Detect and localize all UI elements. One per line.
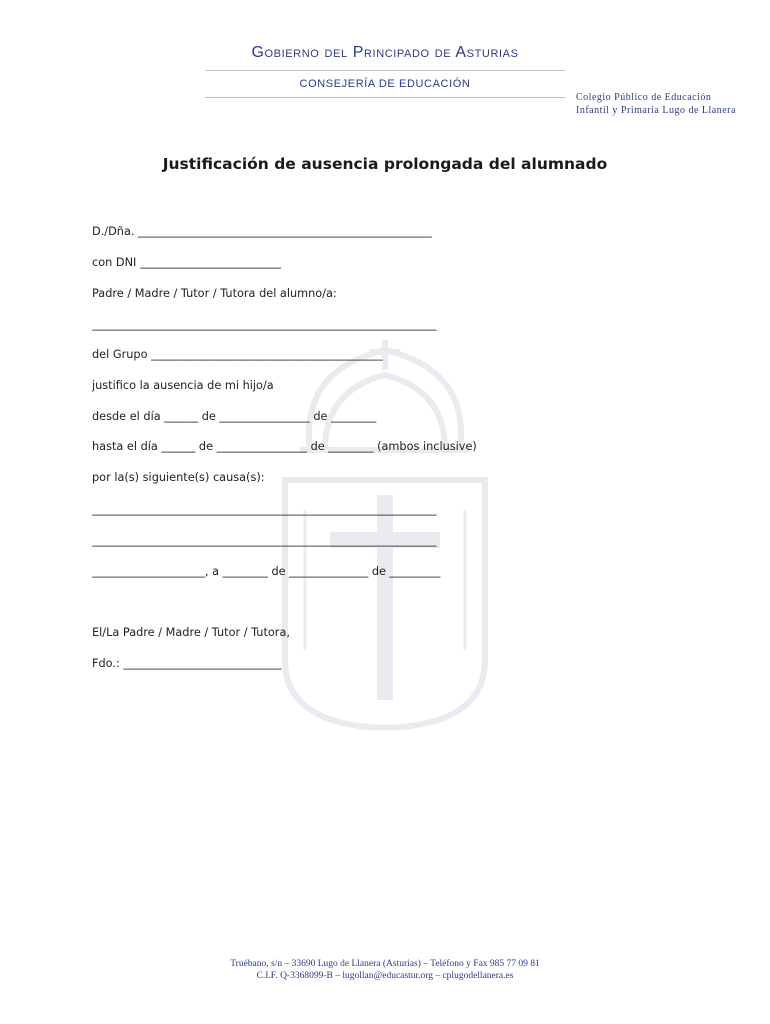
- school-name-line1: Colegio Público de Educación: [576, 92, 712, 103]
- signature-line: Fdo.: ____________________________: [92, 657, 282, 670]
- header-divider-top: [205, 70, 565, 71]
- document-title: Justificación de ausencia prolongada del alumnado: [162, 155, 608, 173]
- footer-contact: C.I.F. Q-3368099-B – lugollan@educastur.org – cplugodellanera.es: [256, 971, 514, 981]
- signatory-label: El/La Padre / Madre / Tutor / Tutora,: [92, 626, 290, 639]
- student-name-line: _____________________________________________________________: [92, 318, 437, 331]
- department-title: CONSEJERÍA DE EDUCACIÓN: [299, 78, 471, 90]
- footer: [0, 958, 770, 982]
- school-name-line2: Infantil y Primaria Lugo de Llanera: [576, 105, 736, 116]
- school-name: [576, 91, 766, 117]
- guardian-label: Padre / Madre / Tutor / Tutora del alumno/a:: [92, 287, 337, 300]
- footer-address: Truébano, s/n – 33690 Lugo de Llanera (Asturias) – Teléfono y Fax 985 77 09 81: [230, 959, 540, 969]
- coat-of-arms-watermark-icon: [270, 330, 500, 730]
- place-date-line: ____________________, a ________ de ______________ de _________: [92, 565, 441, 578]
- cause-line-2: _____________________________________________________________: [92, 534, 437, 547]
- date-from-line: desde el día ______ de ________________ de ________: [92, 410, 377, 423]
- group-field-line: del Grupo _________________________________________: [92, 348, 383, 361]
- dni-field-line: con DNI _________________________: [92, 256, 282, 269]
- cause-line-1: _____________________________________________________________: [92, 503, 437, 516]
- justification-text: justifico la ausencia de mi hijo/a: [92, 379, 274, 392]
- name-field-line: D./Dña. ____________________________________________________: [92, 225, 432, 238]
- date-to-line: hasta el día ______ de ________________ de ________ (ambos inclusive): [92, 440, 477, 453]
- causes-label: por la(s) siguiente(s) causa(s):: [92, 471, 265, 484]
- government-title: Gobierno del Principado de Asturias: [251, 44, 519, 61]
- header-divider-bottom: [205, 97, 565, 98]
